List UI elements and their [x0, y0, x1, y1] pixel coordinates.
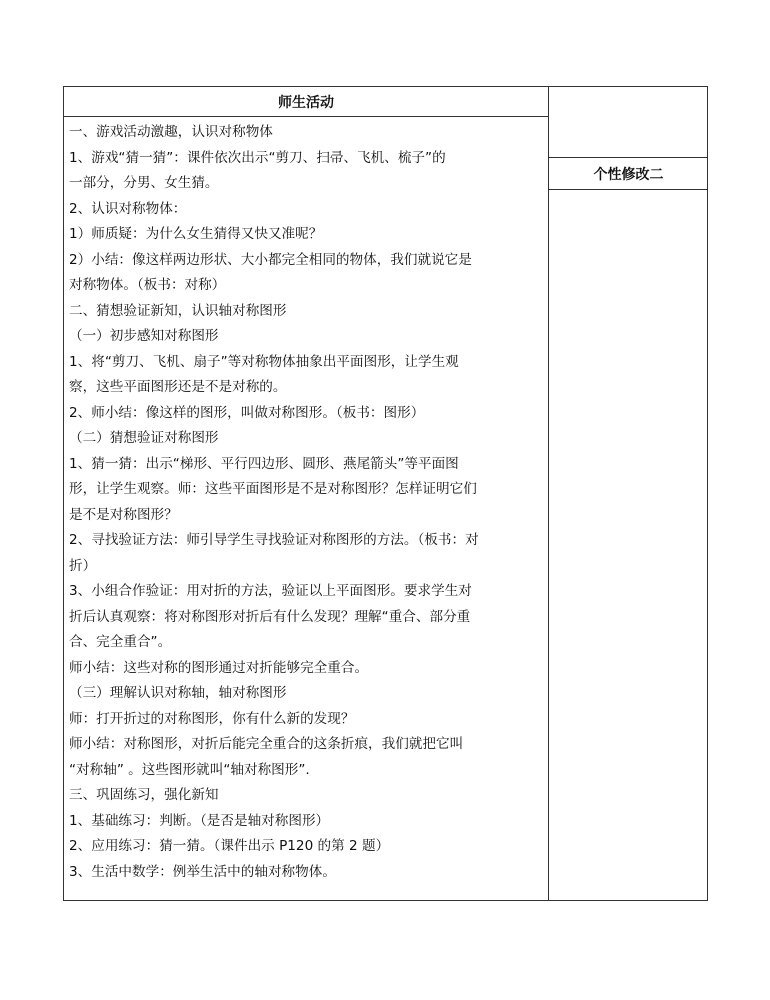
- content-line: 2、师小结：像这样的图形，叫做对称图形。（板书：图形）: [69, 404, 425, 421]
- teacher-student-activity-header: 师生活动: [64, 87, 548, 117]
- content-line: “对称轴” 。这些图形就叫“轴对称图形”.: [69, 761, 310, 778]
- content-line: 2、认识对称物体：: [69, 200, 187, 217]
- activity-content: [69, 120, 543, 885]
- content-line: 一、游戏活动激趣，认识对称物体: [69, 124, 273, 140]
- content-line: 折）: [69, 557, 97, 574]
- content-line: 合、完全重合”。: [69, 634, 172, 650]
- content-line: 三、巩固练习，强化新知: [69, 787, 219, 803]
- content-line: 1）师质疑：为什么女生猜得又快又准呢？: [69, 226, 323, 242]
- content-line: 2）小结：像这样两边形状、大小都完全相同的物体，我们就说它是: [69, 251, 472, 268]
- content-line: 1、猜一猜：出示“梯形、平行四边形、圆形、燕尾箭头”等平面图: [69, 455, 459, 472]
- content-line: 师小结：对称图形，对折后能完全重合的这条折痕，我们就把它叫: [69, 736, 464, 752]
- content-line: 形，让学生观察。师：这些平面图形是不是对称图形？怎样证明它们: [69, 481, 477, 497]
- personal-revision-header: 个性修改二: [549, 157, 708, 190]
- lesson-table: [63, 86, 708, 901]
- content-line: 是不是对称图形？: [69, 506, 178, 523]
- content-line: 1、基础练习：判断。（是否是轴对称图形）: [69, 812, 330, 829]
- content-line: 1、游戏“猜一猜”：课件依次出示“剪刀、扫帚、飞机、梳子”的: [69, 149, 446, 166]
- content-line: 折后认真观察：将对称图形对折后有什么发现？理解“重合、部分重: [69, 608, 471, 625]
- column-divider: [548, 87, 549, 900]
- content-line: 二、猜想验证新知，认识轴对称图形: [69, 302, 287, 319]
- content-line: 1、将“剪刀、飞机、扇子”等对称物体抽象出平面图形，让学生观: [69, 353, 459, 370]
- content-line: 3、小组合作验证：用对折的方法，验证以上平面图形。要求学生对: [69, 583, 472, 599]
- content-line: 2、应用练习：猜一猜。（课件出示 P120 的第 2 题）: [69, 838, 390, 854]
- content-line: （三）理解认识对称轴，轴对称图形: [69, 685, 287, 701]
- content-line: 师小结：这些对称的图形通过对折能够完全重合。: [69, 659, 369, 676]
- content-line: 师：打开折过的对称图形，你有什么新的发现？: [69, 710, 355, 727]
- content-line: 察，这些平面图形还是不是对称的。: [69, 379, 287, 395]
- content-line: 一部分，分男、女生猜。: [69, 175, 219, 191]
- content-line: 2、寻找验证方法：师引导学生寻找验证对称图形的方法。（板书：对: [69, 532, 479, 548]
- content-line: 对称物体。（板书：对称）: [69, 277, 226, 293]
- content-line: （二）猜想验证对称图形: [69, 430, 219, 446]
- content-line: （一）初步感知对称图形: [69, 328, 219, 344]
- content-line: 3、生活中数学：例举生活中的轴对称物体。: [69, 863, 336, 880]
